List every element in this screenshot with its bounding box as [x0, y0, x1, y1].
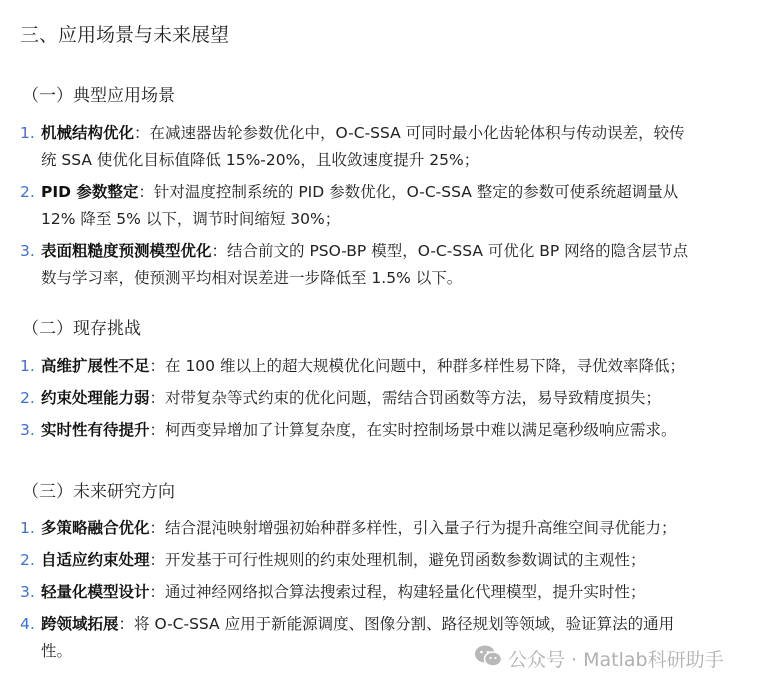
list-number: 2.: [20, 183, 35, 201]
list-number: 2.: [20, 551, 35, 569]
watermark: [474, 644, 724, 673]
item-text: ：在减速器齿轮参数优化中，O-C-SSA 可同时最小化齿轮体积与传动误差，较传统 SSA 使优化目标值降低 15%-20%，且收敛速度提升 25%；: [41, 124, 685, 169]
item-text: ：柯西变异增加了计算复杂度，在实时控制场景中难以满足毫秒级响应需求。: [149, 421, 677, 439]
item-title: 跨领域拓展: [41, 615, 119, 633]
item-title: 实时性有待提升: [41, 421, 150, 439]
list-item: [0, 515, 700, 542]
item-title: PID 参数整定: [41, 183, 139, 201]
list-item: [0, 179, 700, 233]
list-item: [0, 385, 700, 412]
list-number: 3.: [20, 242, 35, 260]
section-title: 三、应用场景与未来展望: [20, 24, 230, 46]
list-item: [0, 120, 700, 174]
item-text: ：在 100 维以上的超大规模优化问题中，种群多样性易下降，寻优效率降低；: [149, 357, 685, 375]
challenges-list: [0, 353, 700, 449]
list-item: [0, 417, 700, 444]
list-number: 4.: [20, 615, 35, 633]
subheading-typical-applications: （一）典型应用场景: [22, 86, 175, 106]
item-text: ：通过神经网络拟合算法搜索过程，构建轻量化代理模型，提升实时性；: [149, 583, 646, 601]
item-text: ：结合混沌映射增强初始种群多样性，引入量子行为提升高维空间寻优能力；: [149, 519, 677, 537]
item-text: ：将 O-C-SSA 应用于新能源调度、图像分割、路径规划等领域，验证算法的通用性。: [41, 615, 675, 660]
item-title: 多策略融合优化: [41, 519, 150, 537]
watermark-text: 公众号 · Matlab科研助手: [508, 649, 724, 671]
item-title: 表面粗糙度预测模型优化: [41, 242, 212, 260]
list-number: 3.: [20, 583, 35, 601]
item-title: 机械结构优化: [41, 124, 135, 142]
list-number: 2.: [20, 389, 35, 407]
item-title: 轻量化模型设计: [41, 583, 150, 601]
list-item: [0, 579, 700, 606]
list-number: 1.: [20, 519, 35, 537]
wechat-icon: [474, 644, 502, 673]
item-text: ：对带复杂等式约束的优化问题，需结合罚函数等方法，易导致精度损失；: [149, 389, 662, 407]
list-item: [0, 353, 700, 380]
item-text: ：针对温度控制系统的 PID 参数优化，O-C-SSA 整定的参数可使系统超调量从 12% 降至 5% 以下，调节时间缩短 30%；: [41, 183, 679, 228]
list-number: 1.: [20, 357, 35, 375]
list-item: [0, 547, 700, 574]
item-title: 高维扩展性不足: [41, 357, 150, 375]
subheading-future-directions: （三）未来研究方向: [22, 482, 175, 502]
item-title: 约束处理能力弱: [41, 389, 150, 407]
list-number: 1.: [20, 124, 35, 142]
list-number: 3.: [20, 421, 35, 439]
item-title: 自适应约束处理: [41, 551, 150, 569]
subheading-challenges: （二）现存挑战: [22, 319, 141, 339]
item-text: ：开发基于可行性规则的约束处理机制，避免罚函数参数调试的主观性；: [149, 551, 646, 569]
list-item: [0, 238, 700, 292]
applications-list: [0, 120, 700, 297]
item-text: ：结合前文的 PSO-BP 模型，O-C-SSA 可优化 BP 网络的隐含层节点数与学习率，使预测平均相对误差进一步降低至 1.5% 以下。: [41, 242, 689, 287]
